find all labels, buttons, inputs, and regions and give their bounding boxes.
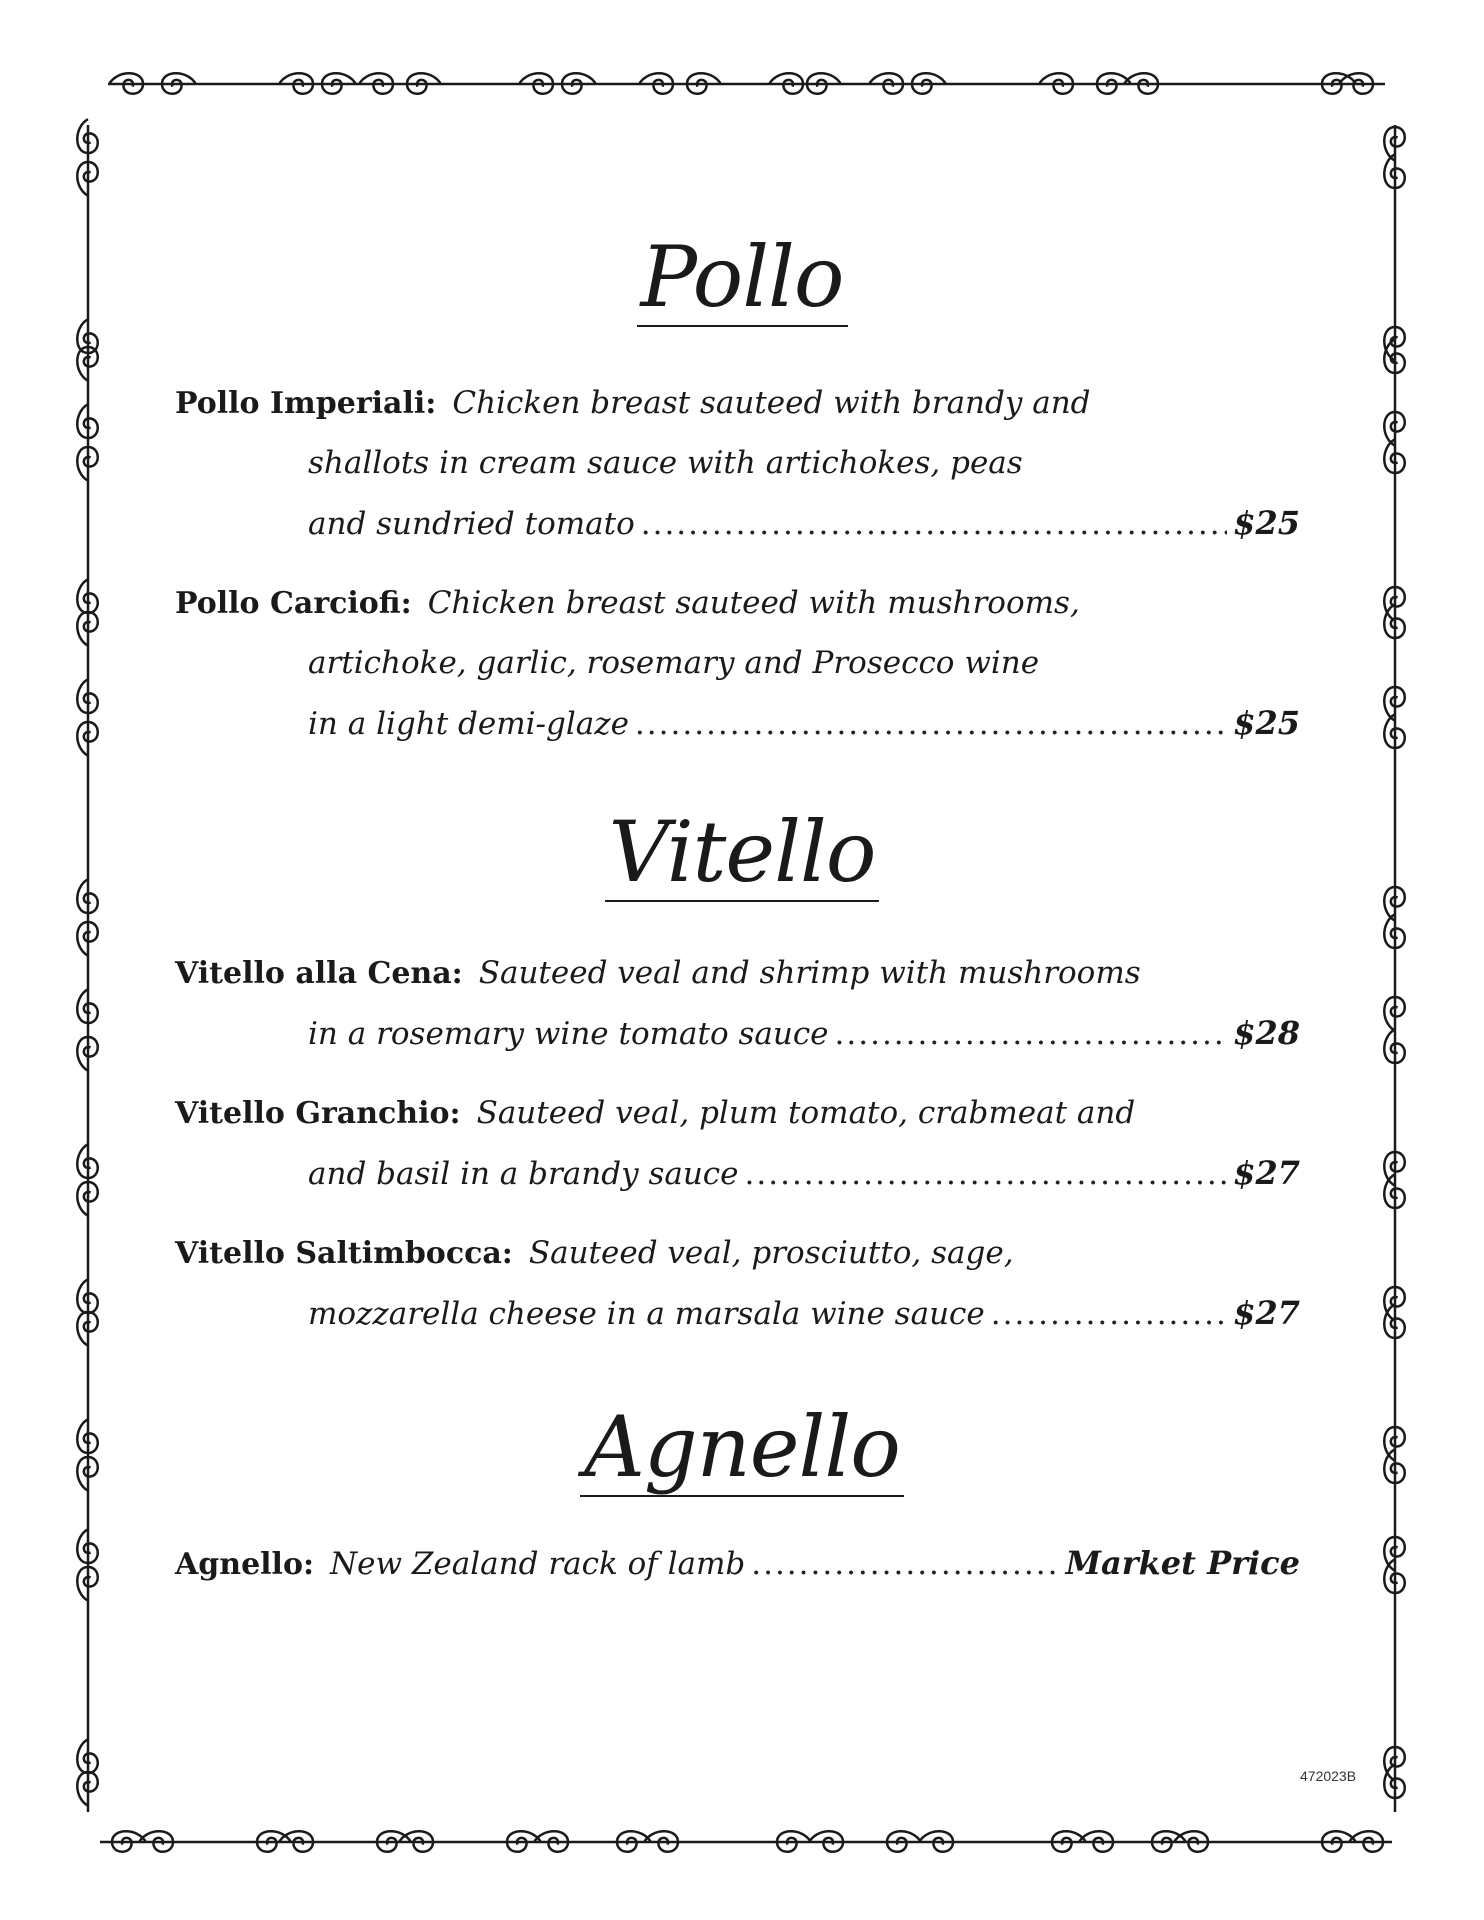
item-price: $28: [1233, 1014, 1300, 1052]
item-name: Pollo Carciofi:: [175, 586, 412, 621]
item-price: $25: [1233, 504, 1300, 542]
item-description: Sauteed veal and shrimp with mushrooms: [478, 955, 1141, 991]
leader-dots: [991, 1284, 1227, 1344]
item-price: $27: [1233, 1294, 1300, 1332]
menu-item: [175, 573, 1300, 753]
item-name: Pollo Imperiali:: [175, 386, 437, 421]
item-name: Vitello Granchio:: [175, 1096, 461, 1131]
item-description: shallots in cream sauce with artichokes, peas: [308, 445, 1023, 481]
item-description: in a rosemary wine tomato sauce: [308, 1016, 829, 1052]
item-name: Vitello alla Cena:: [175, 956, 463, 991]
item-description: Chicken breast sauteed with brandy and: [452, 385, 1091, 421]
item-description: mozzarella cheese in a marsala wine sauce: [308, 1296, 985, 1332]
menu-item: [175, 943, 1300, 1063]
footer-code: 472023B: [1300, 1768, 1357, 1784]
item-description: New Zealand rack of lamb: [330, 1546, 746, 1582]
item-name: Vitello Saltimbocca:: [175, 1236, 513, 1271]
leader-dots: [635, 694, 1227, 754]
item-description: and basil in a brandy sauce: [308, 1156, 739, 1192]
item-price: $25: [1233, 704, 1300, 742]
section-title-vitello: Vitello: [0, 810, 1484, 902]
section-title-agnello: Agnello: [0, 1405, 1484, 1497]
item-description: artichoke, garlic, rosemary and Prosecco wine: [308, 645, 1040, 681]
leader-dots: [641, 494, 1227, 554]
menu-item: [175, 1533, 1300, 1593]
leader-dots: [745, 1144, 1228, 1204]
item-description: Sauteed veal, prosciutto, sage,: [528, 1235, 1014, 1271]
item-name: Agnello:: [175, 1547, 315, 1582]
item-description: and sundried tomato: [308, 506, 635, 542]
item-price: Market Price: [1065, 1544, 1300, 1582]
item-price: $27: [1233, 1154, 1300, 1192]
leader-dots: [835, 1004, 1228, 1064]
item-description: Sauteed veal, plum tomato, crabmeat and: [476, 1095, 1136, 1131]
menu-item: [175, 1083, 1300, 1203]
menu-item: [175, 1223, 1300, 1343]
section-title-pollo: Pollo: [0, 235, 1484, 327]
menu-item: [175, 373, 1300, 553]
item-description: Chicken breast sauteed with mushrooms,: [427, 585, 1080, 621]
item-description: in a light demi-glaze: [308, 706, 629, 742]
leader-dots: [751, 1534, 1059, 1594]
